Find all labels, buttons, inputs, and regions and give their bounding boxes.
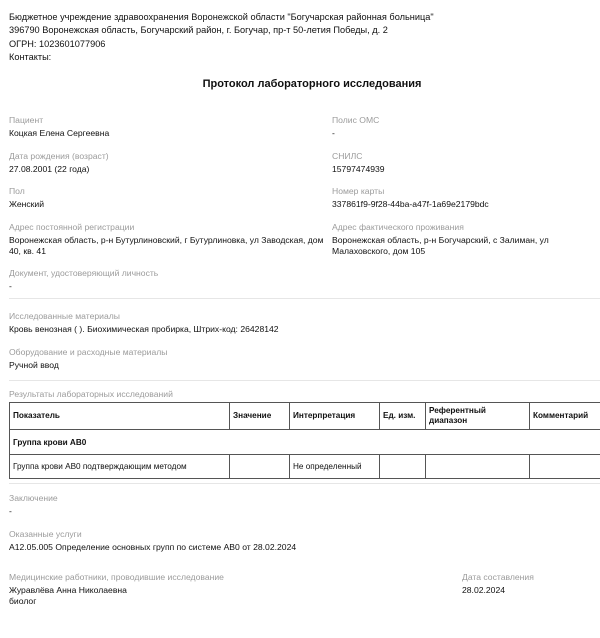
- col-header-comment: Комментарий: [530, 403, 600, 430]
- org-name: Бюджетное учреждение здравоохранения Воронежской области "Богучарская районная больница": [9, 12, 434, 22]
- patient-name-label: Пациент: [9, 115, 44, 125]
- table-row: [10, 455, 600, 479]
- cell-reference: [426, 455, 530, 479]
- materials-value: Кровь венозная ( ). Биохимическая пробирка, Штрих-код: 26428142: [9, 324, 279, 334]
- cell-comment: [530, 455, 600, 479]
- live-address-value: Воронежская область, р-н Богучарский, с Залиман, ул Малаховского, дом 105: [332, 235, 549, 256]
- materials-label: Исследованные материалы: [9, 311, 120, 321]
- staff-name: Журавлёва Анна Николаевна: [9, 585, 127, 595]
- col-header-interpretation: Интерпретация: [290, 403, 380, 430]
- equipment-value: Ручной ввод: [9, 360, 59, 370]
- date-value: 28.02.2024: [462, 585, 506, 595]
- divider: [9, 483, 600, 484]
- results-label: Результаты лабораторных исследований: [9, 389, 173, 399]
- sex-label: Пол: [9, 186, 25, 196]
- conclusion-value: -: [9, 506, 12, 516]
- oms-label: Полис ОМС: [332, 115, 380, 125]
- col-header-reference: Референтный диапазон: [426, 403, 530, 430]
- table-header-row: [10, 403, 600, 430]
- snils-label: СНИЛС: [332, 151, 363, 161]
- col-header-unit: Ед. изм.: [380, 403, 426, 430]
- oms-value: -: [332, 128, 335, 138]
- live-address-label: Адрес фактического проживания: [332, 222, 464, 232]
- divider: [9, 380, 600, 381]
- conclusion-label: Заключение: [9, 493, 58, 503]
- cell-interpretation: Не определенный: [290, 455, 380, 479]
- group-row: [10, 430, 600, 455]
- staff-label: Медицинские работники, проводившие исследование: [9, 572, 224, 582]
- results-table: [9, 402, 600, 479]
- card-value: 337861f9-9f28-44ba-a47f-1a69e2179bdc: [332, 199, 489, 209]
- cell-unit: [380, 455, 426, 479]
- id-document-label: Документ, удостоверяющий личность: [9, 268, 159, 278]
- document-title: Протокол лабораторного исследования: [202, 78, 422, 90]
- org-ogrn: ОГРН: 1023601077906: [9, 38, 106, 49]
- col-header-indicator: Показатель: [10, 403, 230, 430]
- sex-value: Женский: [9, 199, 45, 209]
- card-label: Номер карты: [332, 186, 385, 196]
- patient-name: Коцкая Елена Сергеевна: [9, 128, 110, 138]
- col-header-value: Значение: [230, 403, 290, 430]
- group-title: Группа крови АВ0: [10, 430, 600, 455]
- snils-value: 15797474939: [332, 164, 385, 174]
- services-label: Оказанные услуги: [9, 529, 82, 539]
- reg-address-label: Адрес постоянной регистрации: [9, 222, 135, 232]
- id-document-value: -: [9, 281, 12, 291]
- dob-label: Дата рождения (возраст): [9, 151, 109, 161]
- equipment-label: Оборудование и расходные материалы: [9, 347, 168, 357]
- date-label: Дата составления: [462, 572, 534, 582]
- staff-role: биолог: [9, 596, 37, 606]
- cell-value: [230, 455, 290, 479]
- cell-indicator: Группа крови АВ0 подтверждающим методом: [10, 455, 230, 479]
- reg-address-value: Воронежская область, р-н Бутурлиновский, г Бутурлиновка, ул Заводская, дом 40, кв. 41: [9, 235, 324, 256]
- org-header: [9, 11, 434, 65]
- org-contacts: Контакты:: [9, 52, 52, 63]
- divider: [9, 298, 600, 299]
- dob-value: 27.08.2001 (22 года): [9, 164, 90, 174]
- org-address: 396790 Воронежская область, Богучарский район, г. Богучар, пр-т 50-летия Победы, д. 2: [9, 25, 388, 36]
- services-value: A12.05.005 Определение основных групп по системе АВ0 от 28.02.2024: [9, 542, 297, 552]
